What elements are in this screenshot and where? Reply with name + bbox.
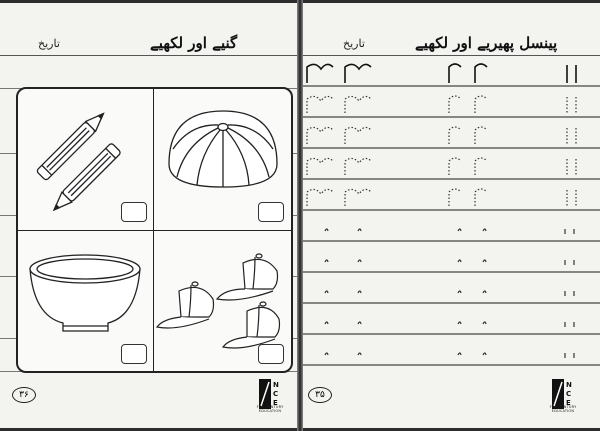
date-label: تاریخ bbox=[38, 37, 60, 50]
page-number: ۳۶ bbox=[12, 387, 36, 403]
svg-text:N: N bbox=[566, 381, 572, 389]
caps-cell bbox=[155, 231, 289, 371]
tracing-rows bbox=[303, 3, 600, 428]
date-label: تاریخ bbox=[343, 37, 365, 50]
page-number: ۳۵ bbox=[308, 387, 332, 403]
left-header bbox=[0, 3, 297, 56]
page-title: پینسل پھیریے اور لکھیے bbox=[415, 34, 558, 52]
page-title: گنیے اور لکھیے bbox=[150, 34, 238, 52]
bowl-cell bbox=[18, 231, 152, 371]
svg-text:N: N bbox=[273, 381, 279, 389]
svg-text:E: E bbox=[566, 399, 571, 407]
svg-text:E: E bbox=[273, 399, 278, 407]
counting-grid bbox=[16, 87, 293, 373]
publisher-tagline: FOR CENTURY EDUCATION bbox=[549, 405, 577, 413]
publisher-tagline: FOR CENTURY EDUCATION bbox=[256, 405, 284, 413]
left-page bbox=[0, 3, 297, 428]
ball-cell bbox=[155, 89, 289, 229]
svg-text:C: C bbox=[566, 390, 572, 398]
answer-box[interactable] bbox=[121, 344, 147, 364]
pencils-cell bbox=[18, 89, 152, 229]
answer-box[interactable] bbox=[258, 344, 284, 364]
svg-text:C: C bbox=[273, 390, 279, 398]
right-page bbox=[303, 3, 600, 428]
answer-box[interactable] bbox=[121, 202, 147, 222]
answer-box[interactable] bbox=[258, 202, 284, 222]
